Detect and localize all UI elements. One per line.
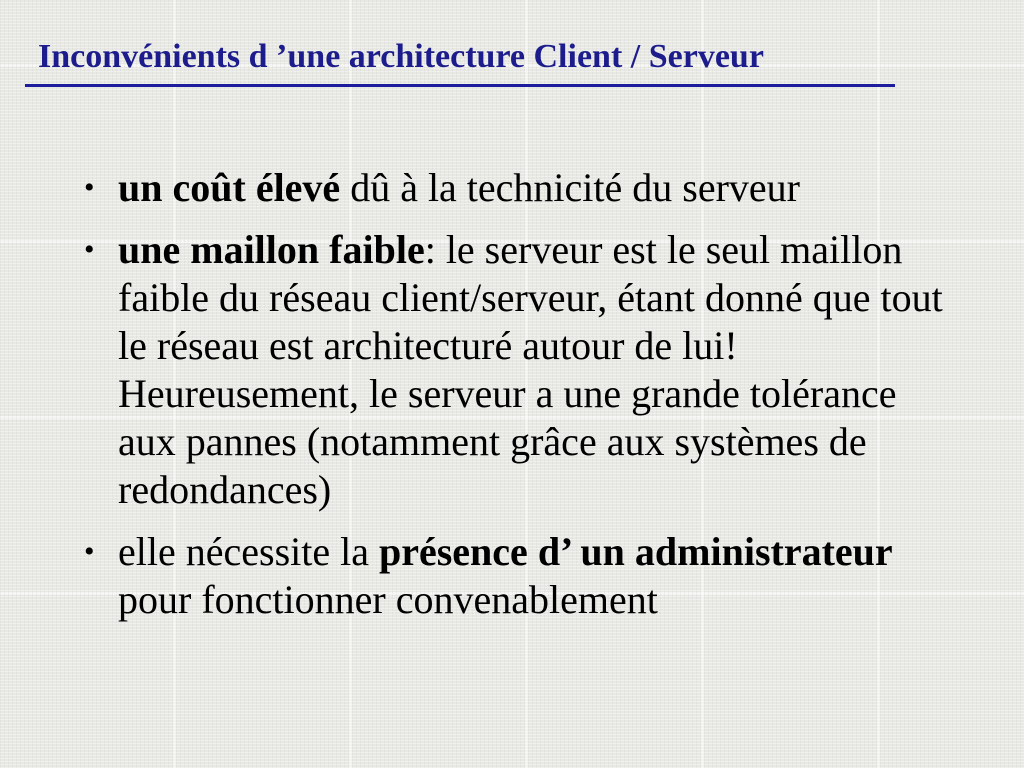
bullet-body-text-continued: pour fonctionner convenablement (118, 577, 658, 622)
bullet-text (118, 226, 963, 514)
bullet-icon: • (84, 171, 95, 204)
bullet-body-text: dû à la technicité du serveur (340, 165, 800, 210)
bullet-icon: • (84, 535, 95, 568)
bullet-icon: • (84, 233, 95, 266)
title-underline (25, 84, 895, 87)
bullet-item-weak-link (0, 226, 1024, 514)
bullet-body-text: elle nécessite la (118, 529, 379, 574)
bullet-bold-text: présence d’ un administrateur (378, 529, 893, 574)
bullet-bold-text: un coût élevé (118, 165, 341, 210)
slide-title: Inconvénients d ’une architecture Client / Serveur (38, 38, 764, 75)
bullet-item-cost (0, 164, 1024, 212)
bullet-text (118, 528, 963, 624)
bullet-body-text-continued: Heureusement, le serveur a une grande tolérance aux pannes (notamment grâce aux systèmes de redondances) (118, 371, 897, 512)
bullet-text (118, 164, 963, 212)
bullet-item-administrator (0, 528, 1024, 624)
bullet-body-text: : le serveur est le seul maillon faible du réseau client/serveur, étant donné que tout le réseau est architecturé autour de lui! (118, 227, 943, 368)
bullet-bold-text: une maillon faible (118, 227, 425, 272)
bullet-list (0, 164, 1024, 638)
